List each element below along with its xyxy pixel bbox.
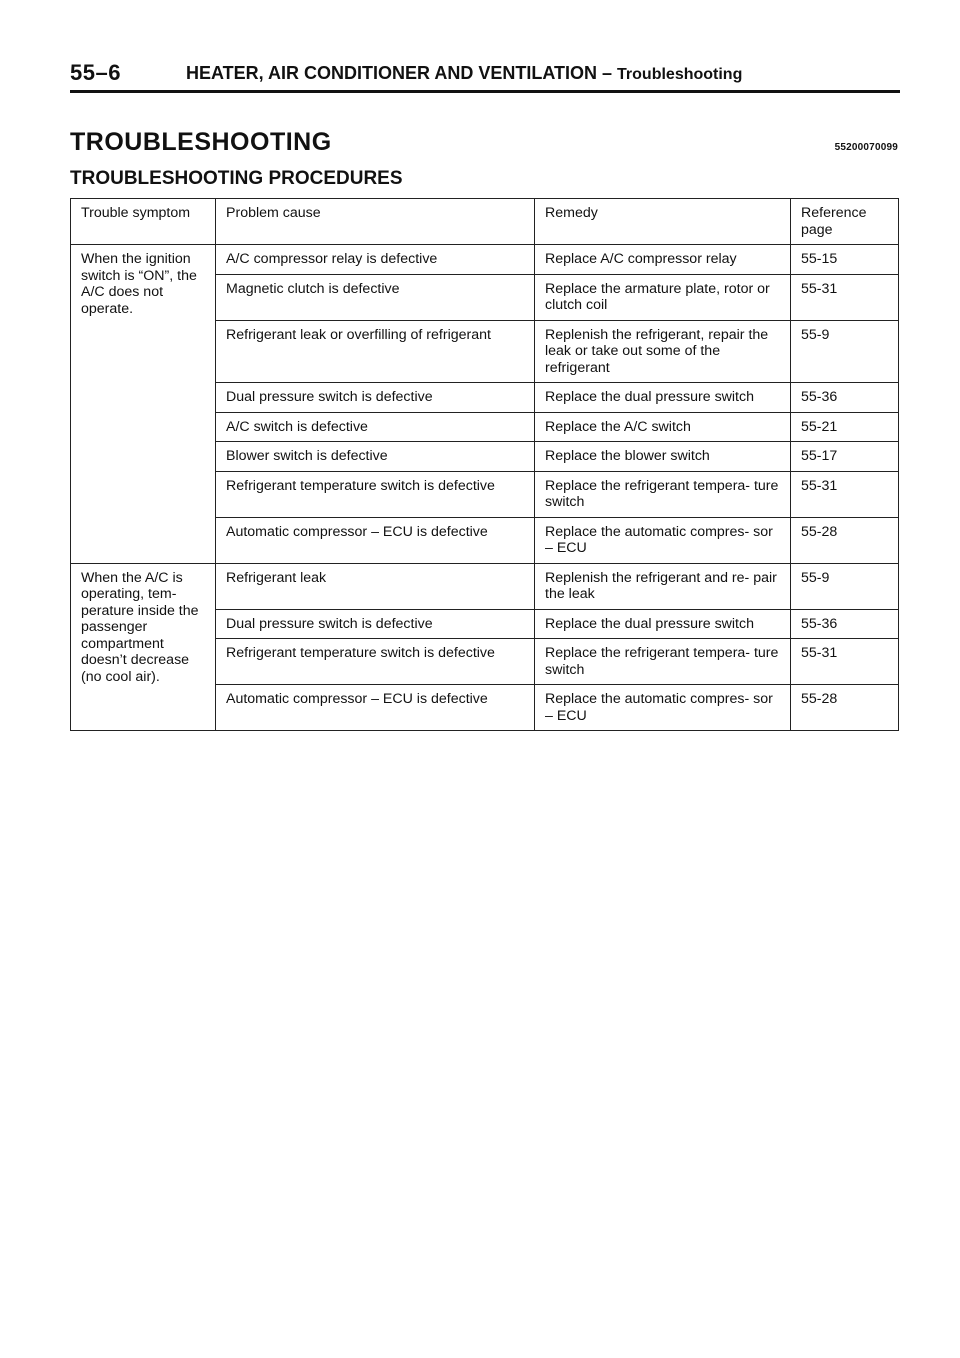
remedy-cell: Replace the blower switch — [535, 442, 791, 472]
reference-cell: 55-15 — [791, 245, 899, 275]
section-title-sub: Troubleshooting — [617, 66, 743, 83]
cause-cell: Magnetic clutch is defective — [216, 274, 535, 320]
column-header-cause: Problem cause — [216, 199, 535, 245]
cause-cell: Refrigerant temperature switch is defective — [216, 639, 535, 685]
page-number: 55–6 — [70, 60, 121, 85]
remedy-cell: Replace the dual pressure switch — [535, 383, 791, 413]
reference-cell: 55-36 — [791, 609, 899, 639]
document-code: 55200070099 — [834, 142, 898, 153]
remedy-cell: Replace A/C compressor relay — [535, 245, 791, 275]
reference-cell: 55-31 — [791, 639, 899, 685]
table-row — [71, 563, 899, 609]
page-heading: TROUBLESHOOTING — [70, 128, 332, 156]
cause-cell: Dual pressure switch is defective — [216, 609, 535, 639]
reference-cell: 55-17 — [791, 442, 899, 472]
column-header-reference: Reference page — [791, 199, 899, 245]
remedy-cell: Replace the automatic compres- sor – ECU — [535, 517, 791, 563]
section-subheading: TROUBLESHOOTING PROCEDURES — [70, 168, 403, 189]
reference-cell: 55-31 — [791, 274, 899, 320]
column-header-symptom: Trouble symptom — [71, 199, 216, 245]
cause-cell: Refrigerant temperature switch is defective — [216, 471, 535, 517]
cause-cell: A/C switch is defective — [216, 412, 535, 442]
cause-cell: Automatic compressor – ECU is defective — [216, 517, 535, 563]
column-header-remedy: Remedy — [535, 199, 791, 245]
reference-cell: 55-28 — [791, 517, 899, 563]
reference-cell: 55-9 — [791, 563, 899, 609]
section-title — [186, 63, 742, 84]
cause-cell: Dual pressure switch is defective — [216, 383, 535, 413]
remedy-cell: Replace the refrigerant tempera- ture switch — [535, 471, 791, 517]
header-rule — [70, 90, 900, 93]
reference-cell: 55-9 — [791, 320, 899, 383]
remedy-cell: Replace the armature plate, rotor or clutch coil — [535, 274, 791, 320]
reference-cell: 55-31 — [791, 471, 899, 517]
section-title-main: HEATER, AIR CONDITIONER AND VENTILATION – — [186, 63, 613, 83]
reference-cell: 55-21 — [791, 412, 899, 442]
cause-cell: Refrigerant leak — [216, 563, 535, 609]
remedy-cell: Replace the refrigerant tempera- ture switch — [535, 639, 791, 685]
table-row — [71, 245, 899, 275]
symptom-cell: When the A/C is operating, tem- perature inside the passenger compartment doesn’t decrease (no cool air). — [71, 563, 216, 731]
cause-cell: Refrigerant leak or overfilling of refrigerant — [216, 320, 535, 383]
table-header-row — [71, 199, 899, 245]
remedy-cell: Replace the dual pressure switch — [535, 609, 791, 639]
cause-cell: A/C compressor relay is defective — [216, 245, 535, 275]
troubleshooting-table — [70, 198, 899, 731]
cause-cell: Blower switch is defective — [216, 442, 535, 472]
remedy-cell: Replenish the refrigerant and re- pair the leak — [535, 563, 791, 609]
cause-cell: Automatic compressor – ECU is defective — [216, 685, 535, 731]
page-header — [70, 58, 900, 94]
remedy-cell: Replenish the refrigerant, repair the leak or take out some of the refrigerant — [535, 320, 791, 383]
remedy-cell: Replace the A/C switch — [535, 412, 791, 442]
reference-cell: 55-28 — [791, 685, 899, 731]
remedy-cell: Replace the automatic compres- sor – ECU — [535, 685, 791, 731]
symptom-cell: When the ignition switch is “ON”, the A/C does not operate. — [71, 245, 216, 564]
reference-cell: 55-36 — [791, 383, 899, 413]
